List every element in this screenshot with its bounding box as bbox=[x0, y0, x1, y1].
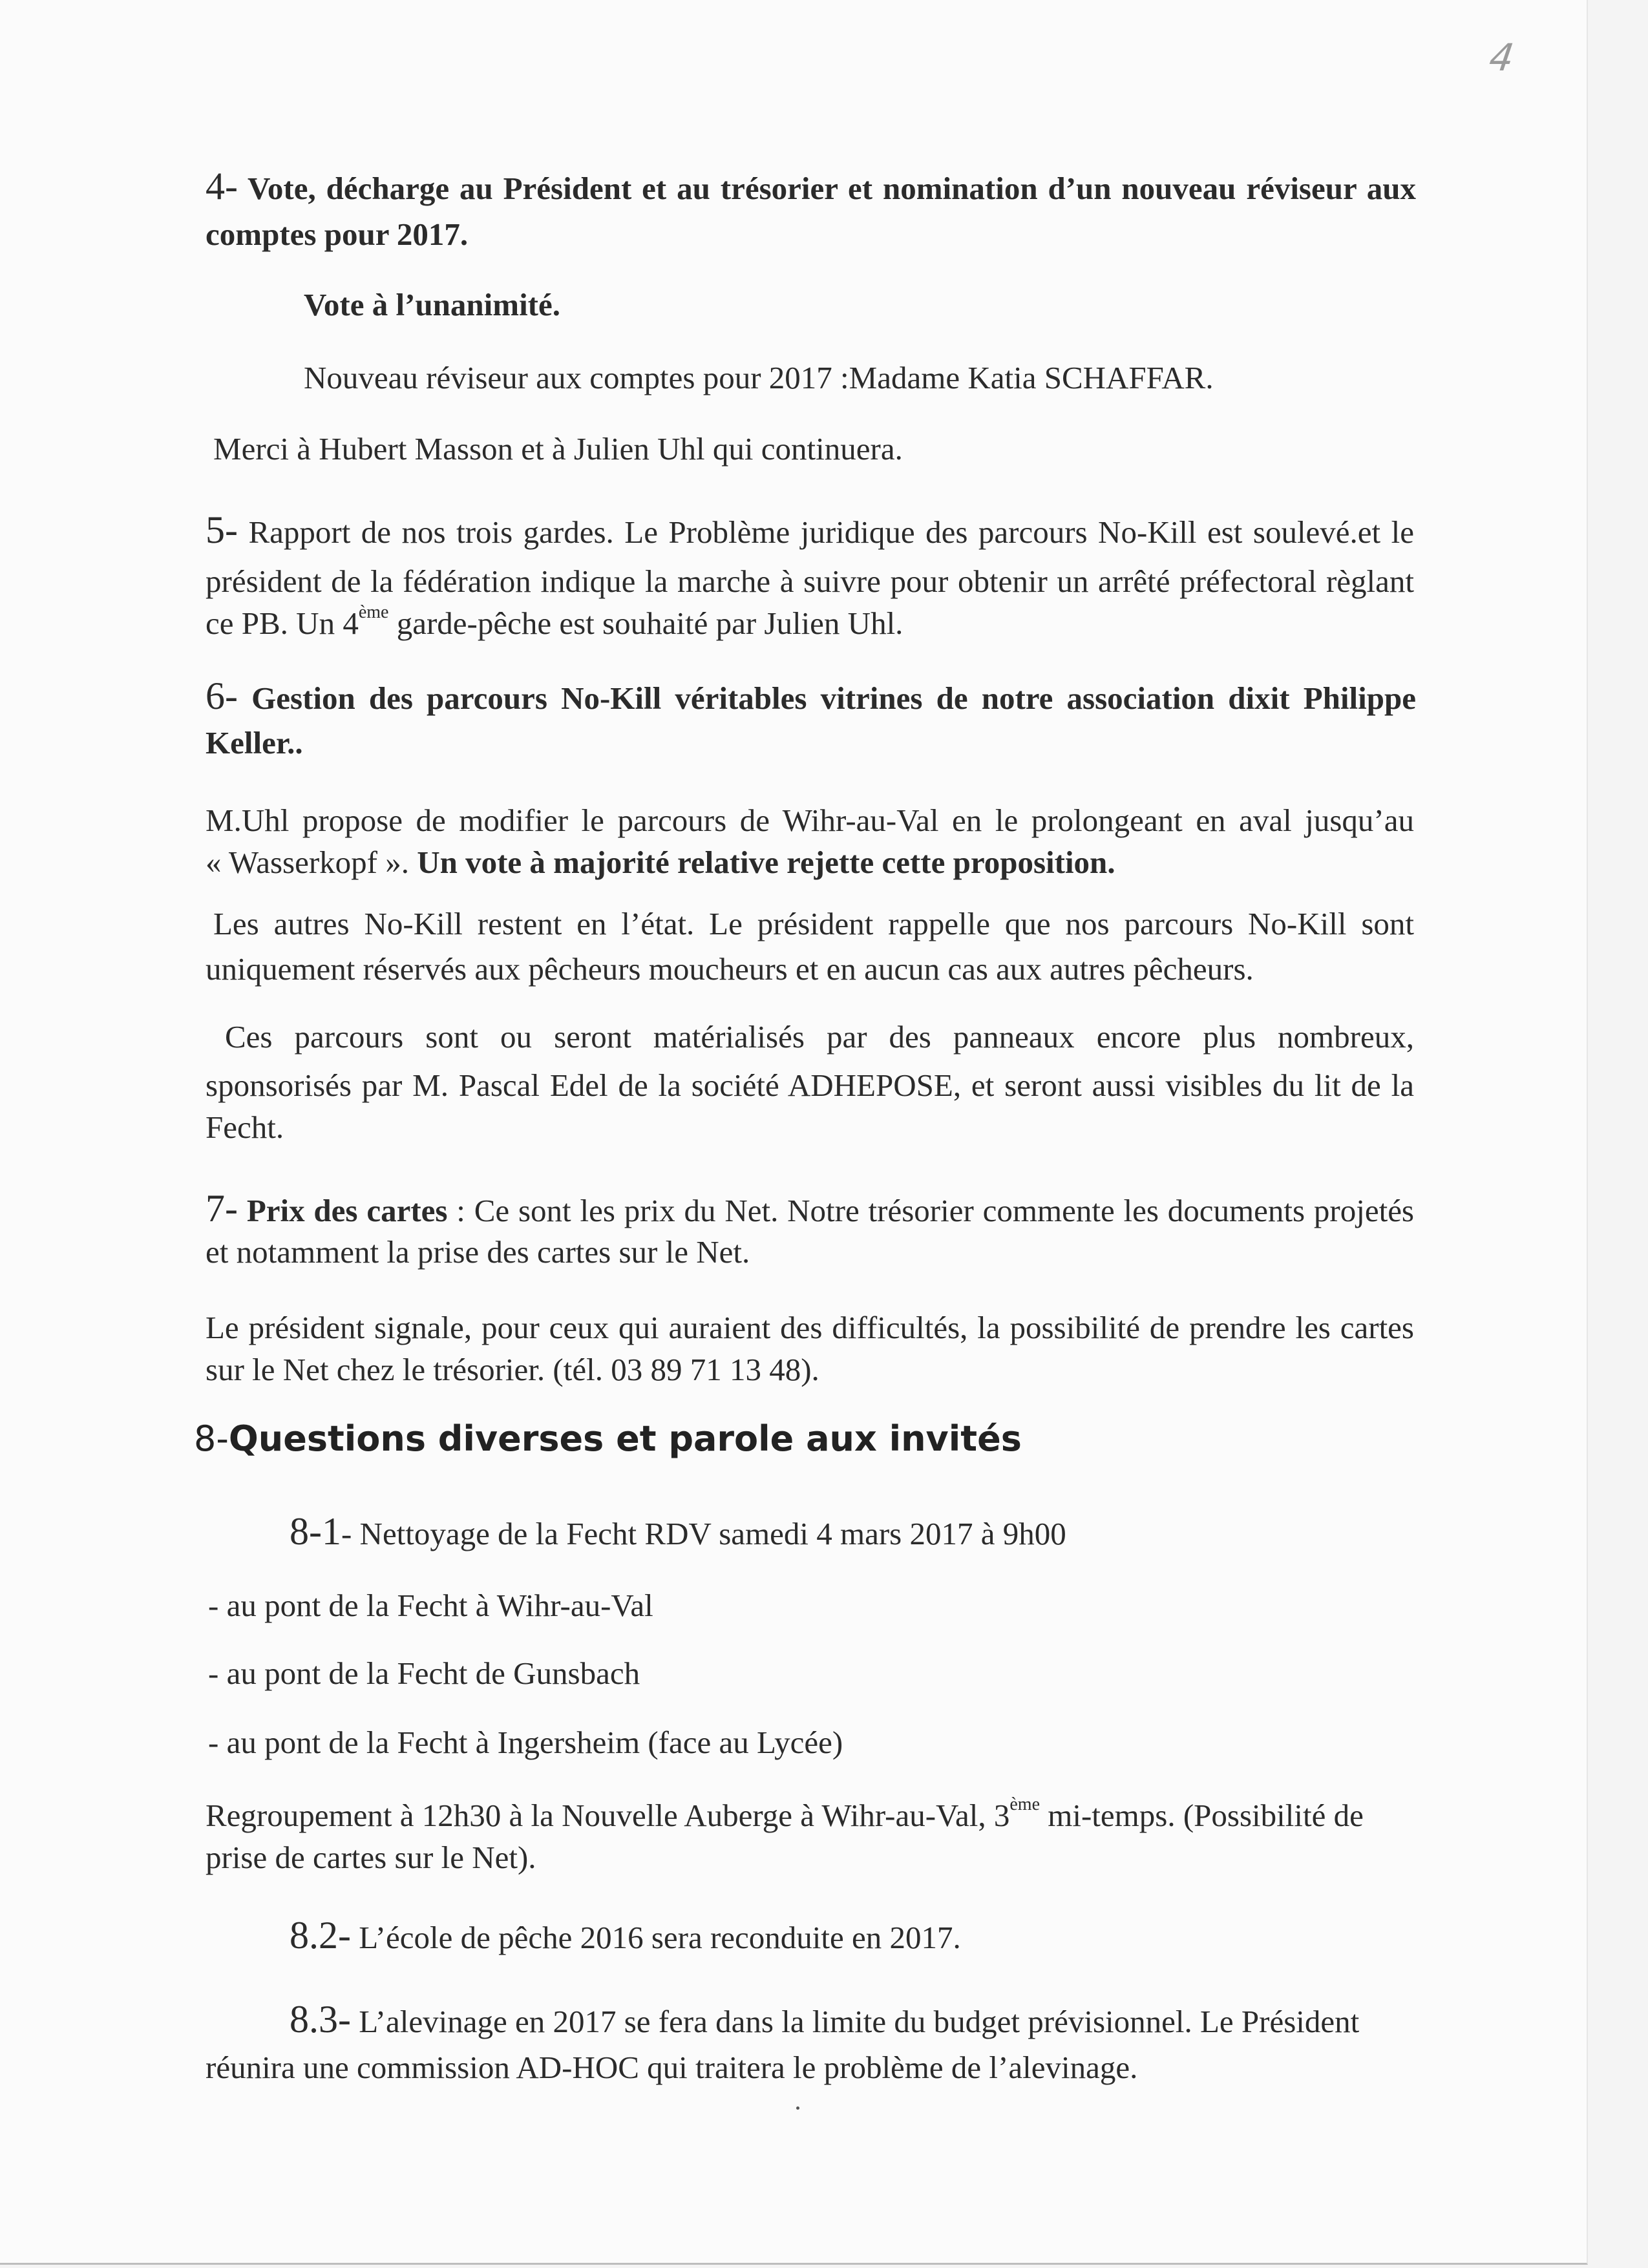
section-8-2-number: 8.2- bbox=[290, 1914, 351, 1957]
regroup-text-b: mi-temps. (Possibilité de bbox=[1040, 1798, 1364, 1833]
section-8-2 bbox=[290, 1916, 961, 1955]
location-item: - au pont de la Fecht de Gunsbach bbox=[208, 1655, 640, 1691]
regroup-line2: prise de cartes sur le Net). bbox=[206, 1840, 536, 1875]
section-8-1-text: - Nettoyage de la Fecht RDV samedi 4 mars 2017 à 9h00 bbox=[341, 1516, 1066, 1551]
section-5-line3-b: garde-pêche est souhaité par Julien Uhl. bbox=[388, 605, 903, 641]
section-7-text: : Ce sont les prix du Net. Notre trésorier commente les documents projetés bbox=[447, 1193, 1415, 1228]
section-8-1-number: 8-1 bbox=[290, 1510, 341, 1553]
section-6-title-line2: Keller.. bbox=[206, 725, 303, 761]
section-5-number: 5- bbox=[206, 509, 238, 551]
new-reviewer: Nouveau réviseur aux comptes pour 2017 :Madame Katia SCHAFFAR. bbox=[304, 360, 1214, 395]
section-7-title: Prix des cartes bbox=[246, 1193, 448, 1228]
section-5-line3 bbox=[206, 602, 903, 641]
scan-speck bbox=[796, 2106, 799, 2110]
vote-rejection: Un vote à majorité relative rejette cette proposition. bbox=[408, 845, 1115, 880]
section-4-title-line2: comptes pour 2017. bbox=[206, 216, 469, 252]
section-6-p3-line1: Ces parcours sont ou seront matérialisés par des panneaux encore plus nombreux, bbox=[225, 1019, 1414, 1055]
section-7-p2-line1: Le président signale, pour ceux qui auraient des difficultés, la possibilité de prendre les cartes bbox=[206, 1310, 1414, 1345]
section-8-number: 8- bbox=[194, 1418, 229, 1459]
section-5-text: Rapport de nos trois gardes. Le Problème juridique des parcours No-Kill est soulevé.et le bbox=[248, 514, 1415, 550]
regroup-line1 bbox=[206, 1794, 1364, 1833]
thanks-line: Merci à Hubert Masson et à Julien Uhl qui continuera. bbox=[213, 431, 903, 467]
wasserkopf-quote: « Wasserkopf ». bbox=[206, 845, 409, 880]
section-8-3-number: 8.3- bbox=[290, 1998, 351, 2041]
section-4-heading bbox=[206, 167, 1416, 205]
section-8-3-line2: réunira une commission AD-HOC qui traitera le problème de l’alevinage. bbox=[206, 2050, 1138, 2085]
location-item: - au pont de la Fecht à Wihr-au-Val bbox=[208, 1588, 653, 1623]
superscript: ème bbox=[1009, 1794, 1040, 1814]
section-4-title-line1: Vote, décharge au Président et au trésorier et nomination d’un nouveau réviseur aux bbox=[248, 171, 1417, 206]
vote-result: Vote à l’unanimité. bbox=[304, 287, 561, 322]
section-6-title-line1: Gestion des parcours No-Kill véritables vitrines de notre association dixit Philippe bbox=[251, 680, 1416, 716]
section-7-p2-line2: sur le Net chez le trésorier. (tél. 03 89 71 13 48). bbox=[206, 1352, 819, 1387]
section-5-line1 bbox=[206, 510, 1414, 549]
location-item: - au pont de la Fecht à Ingersheim (face au Lycée) bbox=[208, 1725, 843, 1760]
section-8-heading bbox=[194, 1418, 1022, 1459]
section-4-number: 4- bbox=[206, 165, 238, 207]
section-8-3-text: L’alevinage en 2017 se fera dans la limite du budget prévisionnel. Le Président bbox=[350, 2004, 1360, 2039]
section-8-1 bbox=[290, 1512, 1066, 1551]
section-8-2-text: L’école de pêche 2016 sera reconduite en 2017. bbox=[350, 1920, 961, 1955]
section-7-number: 7- bbox=[206, 1187, 238, 1230]
section-7-line2: et notamment la prise des cartes sur le Net. bbox=[206, 1234, 750, 1270]
section-6-heading bbox=[206, 677, 1416, 715]
section-6-number: 6- bbox=[206, 675, 238, 717]
regroup-text-a: Regroupement à 12h30 à la Nouvelle Auberge à Wihr-au-Val, 3 bbox=[206, 1798, 1010, 1833]
section-6-p1-line2 bbox=[206, 846, 1115, 878]
section-7-line1 bbox=[206, 1189, 1414, 1228]
section-6-p3-line2: sponsorisés par M. Pascal Edel de la société ADHEPOSE, et seront aussi visibles du lit de la bbox=[206, 1067, 1414, 1103]
section-8-title: Questions diverses et parole aux invités bbox=[228, 1418, 1022, 1459]
section-6-p2-line1: Les autres No-Kill restent en l’état. Le président rappelle que nos parcours No-Kill sont bbox=[213, 906, 1414, 941]
section-6-p1-line1: M.Uhl propose de modifier le parcours de Wihr-au-Val en le prolongeant en aval jusqu’au bbox=[206, 803, 1414, 838]
section-5-line3-a: ce PB. Un 4 bbox=[206, 605, 359, 641]
section-8-3-line1 bbox=[290, 2000, 1359, 2039]
handwritten-page-number: 4 bbox=[1486, 36, 1517, 79]
section-6-p3-line3: Fecht. bbox=[206, 1109, 284, 1145]
superscript: ème bbox=[358, 602, 389, 622]
section-6-p2-line2: uniquement réservés aux pêcheurs moucheurs et en aucun cas aux autres pêcheurs. bbox=[206, 951, 1254, 987]
section-5-line2: président de la fédération indique la marche à suivre pour obtenir un arrêté préfectoral règlant bbox=[206, 563, 1414, 599]
